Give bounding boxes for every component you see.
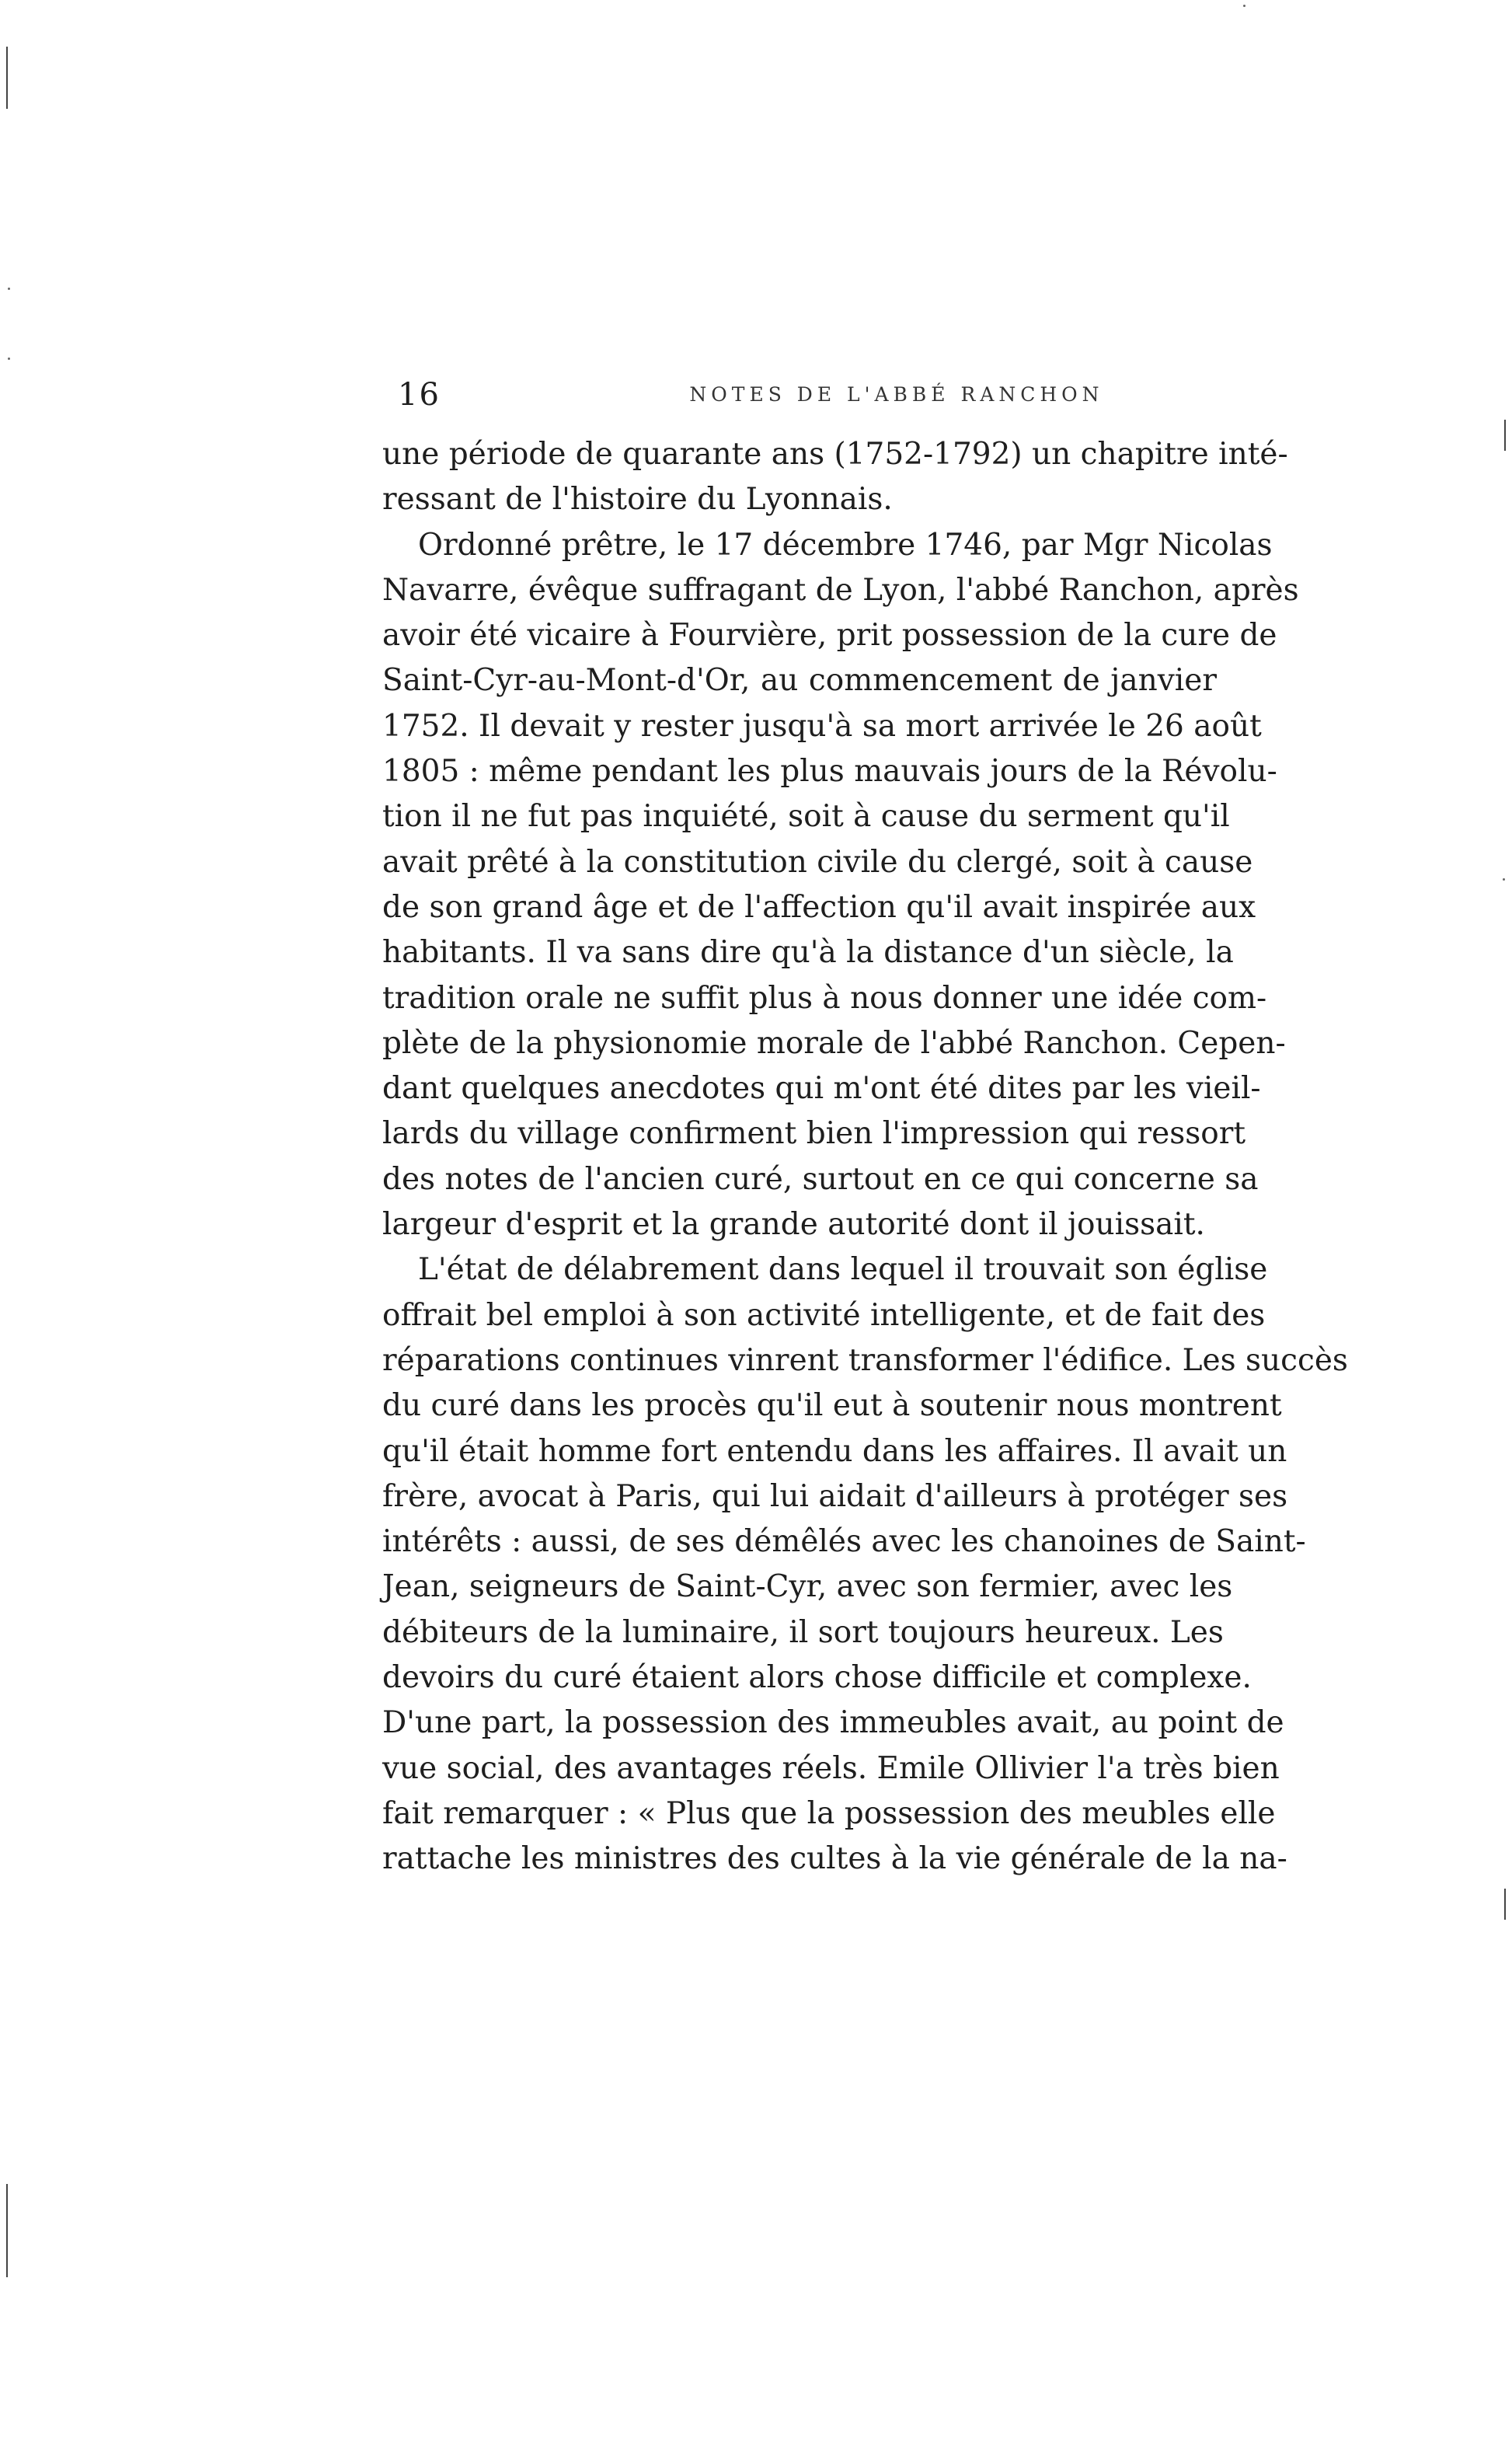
text-line: du curé dans les procès qu'il eut à soutenir nous montrent	[382, 1388, 1282, 1424]
scan-edge-mark	[1504, 420, 1506, 451]
text-line: Ordonné prêtre, le 17 décembre 1746, par Mgr Nicolas	[418, 527, 1273, 563]
scan-edge-mark	[6, 47, 8, 109]
text-line: fait remarquer : « Plus que la possession des meubles elle	[382, 1795, 1276, 1831]
text-line: qu'il était homme fort entendu dans les affaires. Il avait un	[382, 1433, 1287, 1469]
text-line: Navarre, évêque suffragant de Lyon, l'abbé Ranchon, après	[382, 572, 1299, 608]
text-line: offrait bel emploi à son activité intelligente, et de fait des	[382, 1297, 1266, 1333]
text-line: plète de la physionomie morale de l'abbé Ranchon. Cepen-	[382, 1025, 1286, 1061]
text-line: de son grand âge et de l'affection qu'il avait inspirée aux	[382, 889, 1256, 925]
text-line: largeur d'esprit et la grande autorité dont il jouissait.	[382, 1207, 1205, 1243]
scan-edge-dot	[1503, 878, 1505, 881]
text-line: vue social, des avantages réels. Emile Ollivier l'a très bien	[382, 1750, 1280, 1786]
text-line: Saint-Cyr-au-Mont-d'Or, au commencement de janvier	[382, 663, 1217, 699]
text-line: lards du village confirment bien l'impression qui ressort	[382, 1116, 1246, 1152]
scan-edge-dot	[1243, 5, 1245, 7]
text-line: rattache les ministres des cultes à la vie générale de la na-	[382, 1841, 1287, 1877]
text-line: réparations continues vinrent transformer l'édifice. Les succès	[382, 1342, 1348, 1378]
text-line: devoirs du curé étaient alors chose difficile et complexe.	[382, 1660, 1252, 1696]
text-line: D'une part, la possession des immeubles avait, au point de	[382, 1705, 1284, 1741]
page-header	[398, 377, 1217, 416]
text-line: débiteurs de la luminaire, il sort toujours heureux. Les	[382, 1614, 1224, 1650]
text-line: ressant de l'histoire du Lyonnais.	[382, 482, 893, 518]
text-line: 1752. Il devait y rester jusqu'à sa mort arrivée le 26 août	[382, 708, 1262, 744]
body-text	[382, 432, 1348, 1882]
text-line: intérêts : aussi, de ses démêlés avec les chanoines de Saint-	[382, 1524, 1306, 1560]
text-line: des notes de l'ancien curé, surtout en ce qui concerne sa	[382, 1161, 1259, 1197]
text-line: une période de quarante ans (1752-1792) un chapitre inté-	[382, 437, 1288, 472]
text-line: tion il ne fut pas inquiété, soit à cause du serment qu'il	[382, 799, 1230, 835]
text-line: avoir été vicaire à Fourvière, prit possession de la cure de	[382, 618, 1277, 654]
scan-edge-dot	[8, 288, 10, 290]
text-line: dant quelques anecdotes qui m'ont été dites par les vieil-	[382, 1071, 1261, 1107]
scan-edge-mark	[1504, 1889, 1506, 1920]
scan-edge-mark	[6, 2184, 8, 2277]
running-title: NOTES DE L'ABBÉ RANCHON	[689, 383, 1104, 406]
text-line: 1805 : même pendant les plus mauvais jours de la Révolu-	[382, 754, 1277, 790]
scan-edge-dot	[8, 358, 10, 360]
page-number: 16	[398, 377, 441, 413]
text-line: L'état de délabrement dans lequel il trouvait son église	[418, 1252, 1268, 1288]
text-line: frère, avocat à Paris, qui lui aidait d'ailleurs à protéger ses	[382, 1478, 1288, 1514]
text-line: habitants. Il va sans dire qu'à la distance d'un siècle, la	[382, 935, 1234, 971]
text-line: Jean, seigneurs de Saint-Cyr, avec son fermier, avec les	[382, 1569, 1233, 1605]
text-line: tradition orale ne suffit plus à nous donner une idée com-	[382, 980, 1267, 1016]
text-line: avait prêté à la constitution civile du clergé, soit à cause	[382, 844, 1253, 880]
